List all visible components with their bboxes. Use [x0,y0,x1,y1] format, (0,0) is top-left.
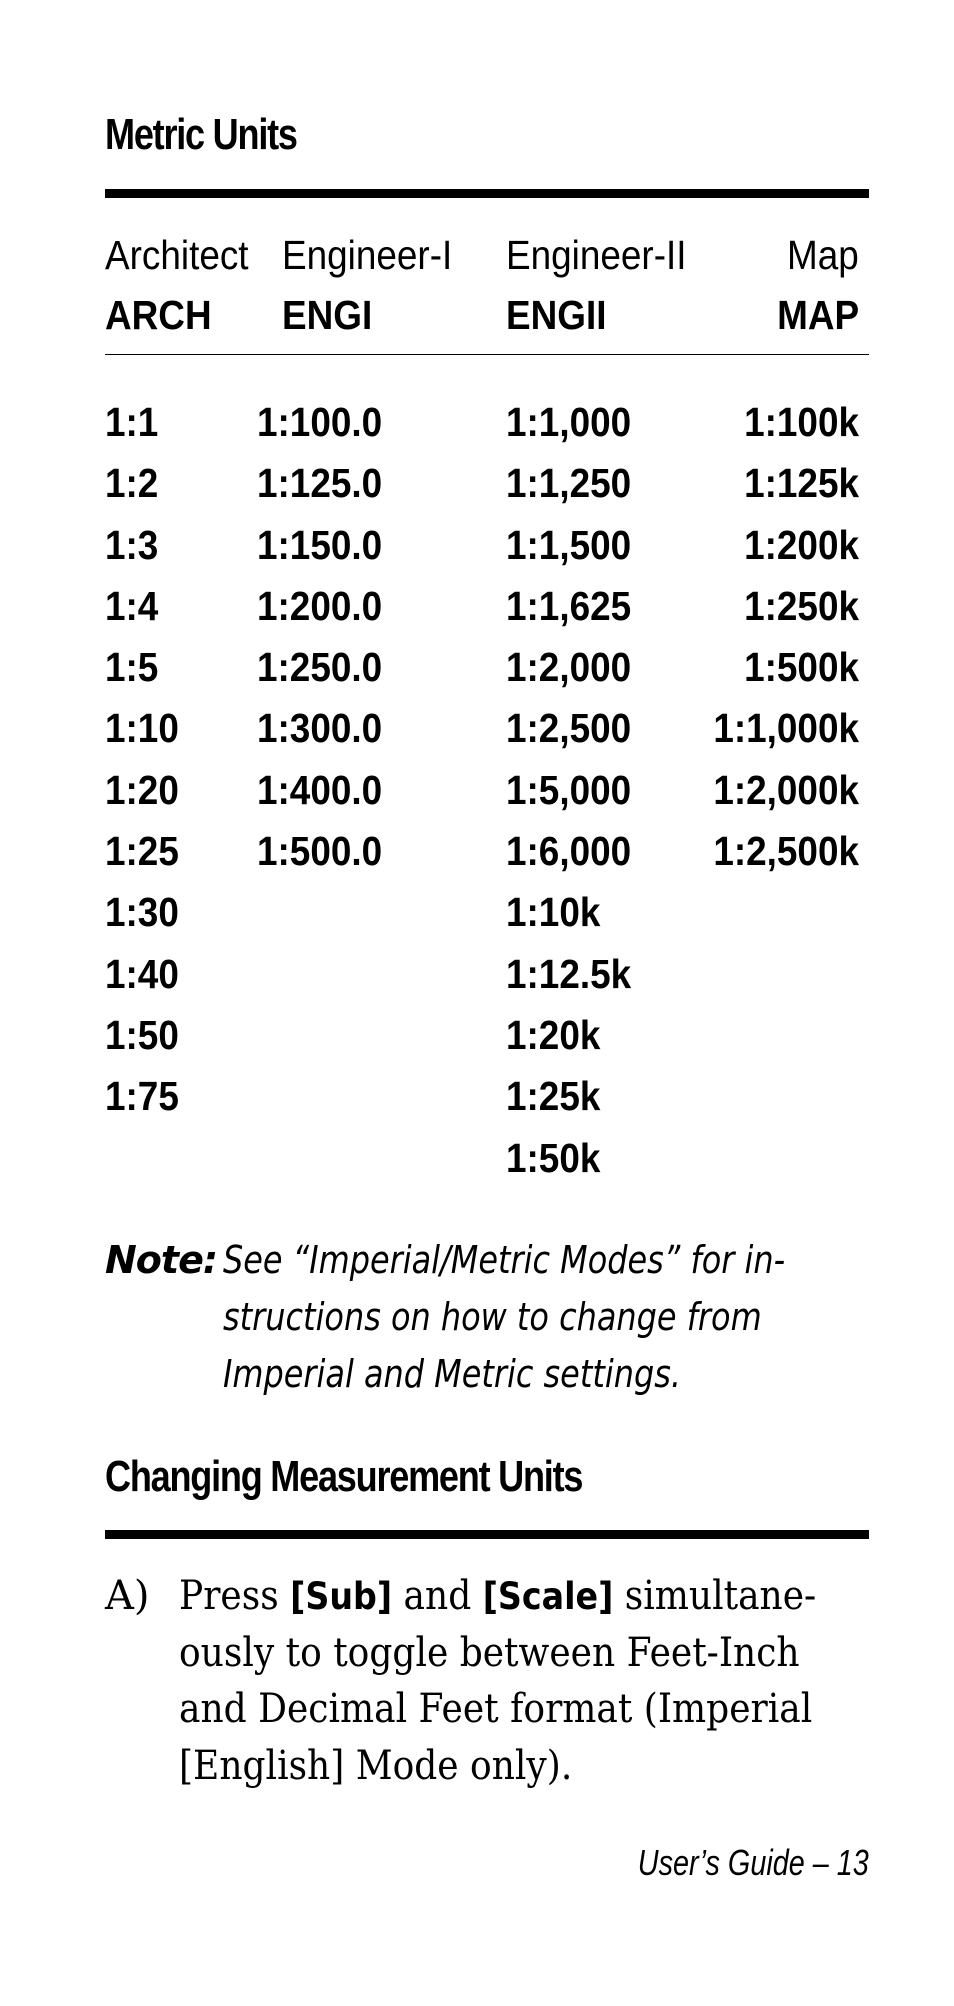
page-footer: User’s Guide – 13 [637,1842,869,1883]
scale-key-label: [Scale] [482,1575,614,1618]
column-code-engii: ENGII [506,292,607,338]
column-name-engineer-1: Engineer-I [282,232,453,278]
step-text: Press [179,1573,291,1619]
engii-cell: 1:10k [506,889,601,936]
map-cell: 1:1,000k [713,705,859,752]
arch-cell: 1:75 [105,1073,179,1120]
title-rule [105,1530,869,1539]
header-rule [105,354,869,355]
engi-cell: 1:125.0 [257,460,383,507]
map-cell: 1:500k [744,644,859,691]
arch-cell: 1:2 [105,460,159,507]
step-line [179,1568,816,1626]
map-cell: 1:250k [744,582,859,629]
arch-cell: 1:40 [105,950,179,997]
title-rule [105,189,869,198]
step-marker: A) [105,1573,150,1619]
engi-cell: 1:300.0 [257,705,383,752]
arch-cell: 1:3 [105,521,159,568]
metric-units-title: Metric Units [105,110,297,159]
engii-cell: 1:1,250 [506,460,632,507]
engii-cell: 1:1,625 [506,582,632,629]
column-name-architect: Architect [105,232,249,278]
map-cell: 1:2,500k [713,828,859,875]
map-cell: 1:100k [744,399,859,445]
engii-cell: 1:6,000 [506,828,632,875]
engii-cell: 1:5,000 [506,766,632,813]
step-line: ously to toggle between Feet-Inch [179,1629,800,1676]
arch-cell: 1:10 [105,705,179,752]
arch-cell: 1:50 [105,1011,179,1058]
column-name-map: Map [787,232,859,278]
engi-cell: 1:100.0 [257,399,383,445]
map-cell: 1:200k [744,521,859,568]
note-line: Imperial and Metric settings. [223,1352,681,1396]
arch-cell: 1:4 [105,582,159,629]
engi-cell: 1:500.0 [257,828,383,875]
column-code-arch: ARCH [105,292,212,338]
changing-units-title: Changing Measurement Units [105,1452,583,1501]
engi-cell: 1:200.0 [257,582,383,629]
arch-cell: 1:20 [105,766,179,813]
engi-cell: 1:250.0 [257,644,383,691]
step-text: and [392,1573,483,1619]
column-name-engineer-2: Engineer-II [506,232,687,278]
engii-cell: 1:25k [506,1073,601,1120]
engii-cell: 1:12.5k [506,950,632,997]
note-line: structions on how to change from [223,1295,762,1339]
arch-cell: 1:5 [105,644,159,691]
sub-key-label: [Sub] [290,1575,393,1618]
engii-cell: 1:2,000 [506,644,632,691]
arch-cell: 1:30 [105,889,179,936]
step-line: [English] Mode only). [179,1742,573,1789]
map-cell: 1:125k [744,460,859,507]
engii-cell: 1:2,500 [506,705,632,752]
arch-cell: 1:1 [105,399,159,445]
note-label: Note: [105,1238,218,1282]
column-code-map: MAP [777,292,859,338]
engi-column [257,392,497,882]
map-cell: 1:2,000k [713,766,859,813]
engii-cell: 1:20k [506,1011,601,1058]
step-text: simultane- [613,1573,817,1619]
engii-cell: 1:50k [506,1134,601,1181]
engi-cell: 1:150.0 [257,521,383,568]
arch-cell: 1:25 [105,828,179,875]
column-code-engi: ENGI [282,292,373,338]
manual-page [105,0,869,2006]
engi-cell: 1:400.0 [257,766,383,813]
engii-cell: 1:1,000 [506,399,632,445]
note-line: See “Imperial/Metric Modes” for in- [223,1238,786,1282]
map-column [619,392,859,882]
engii-cell: 1:1,500 [506,521,632,568]
step-line: and Decimal Feet format (Imperial [179,1686,813,1732]
